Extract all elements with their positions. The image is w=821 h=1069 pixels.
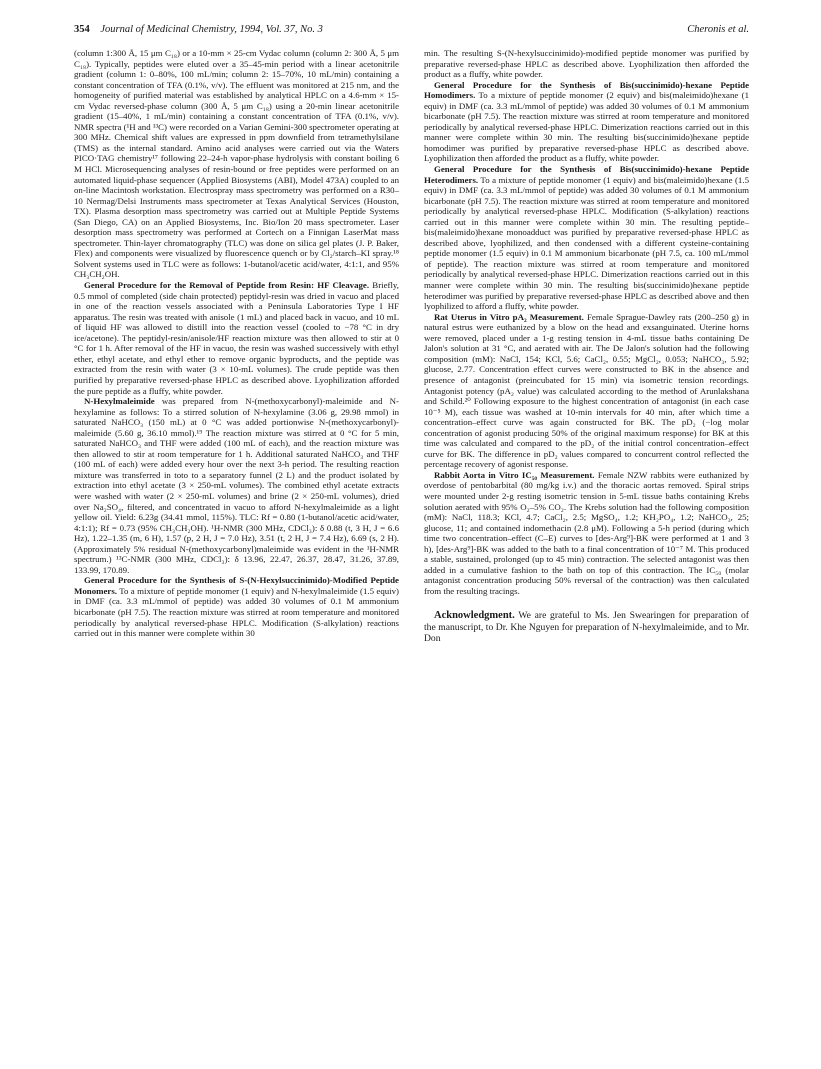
monomer-synthesis-heading: General Procedure for the Synthesis of S-(N-Hexylsuccinimido)-Modified Peptide Monomers. (74, 575, 399, 596)
right-paragraph-5 (424, 470, 749, 597)
right-paragraph-3 (424, 164, 749, 312)
heterodimer-heading: General Procedure for the Synthesis of Bis(succinimido)-hexane Peptide Heterodimers. (424, 164, 749, 185)
homodimer-heading: General Procedure for the Synthesis of Bis(succinimido)-hexane Peptide Homodimers. (424, 79, 749, 101)
hexylmaleimide-text: was prepared from N-(methoxycarbonyl)-maleimide and N-hexylamine as follows: To a stirred solution of N-hexylamine (3.06 g, 29.98 mmol) in saturated NaHCO₃ (150 mL) at 0 °C was added portionwise N-(methoxycarbonyl)-maleimide (5.60 g, 36.10 mmol).¹⁹ The reaction mixture was stirred at 0 °C for 5 min, saturated NaHCO₃ and THF were added (100 mL of each), and the reaction mixture was then allowed to stir at room temperature for 1 h. Additional saturated NaHCO₃ and THF (100 mL of each) were added every hour over the next 3-h period. The resulting reaction mixture was transferred in toto to a separatory funnel (2 L) and the product isolated by extraction into ethyl acetate (3 × 250-mL volumes). The combined ethyl acetate extracts were washed with water (2 × 250-mL volumes) and brine (2 × 250-mL volumes), dried over Na₂SO₄, filtered, and concentrated in vacuo to afford N-hexylmaleimide as a light yellow oil. Yield: 6.23g (34.41 mmol, 115%). TLC: Rf = 0.80 (1-butanol/acetic acid/water, 4:1:1); Rf = 0.73 (95% CH₃CH₂OH). ¹H-NMR (300 MHz, CDCl₃): δ 0.88 (t, 3 H, J = 6.6 Hz), 1.22–1.35 (m, 6 H), 1.57 (p, 2 H, J = 7.0 Hz), 3.51 (t, 2 H, J = 7.4 Hz), 6.69 (s, 2 H). (Approximately 5% residual N-(methoxycarbonyl)maleimide was evident in the ¹H-NMR spectrum.) ¹³C-NMR (300 MHz, CDCl₃): δ 13.96, 22.47, 26.37, 28.47, 31.26, 37.89, 133.99, 170.89. (74, 396, 399, 575)
rat-uterus-heading: Rat Uterus in Vitro pA₂ Measurement. (434, 311, 584, 322)
rat-uterus-text: Female Sprague-Dawley rats (200–250 g) in natural estrus were euthanized by a blow on the head and exsanguinated. Uterine horns were removed, placed under a 1-g resting tension in 4-mL tissue baths containing De Jalon's solution at 31 °C, and aerated with air. The De Jalon's solution had the following composition (mM): NaCl, 154; KCl, 5.6; CaCl₂, 0.55; MgCl₂, 0.053; NaHCO₃, 5.92; glucose, 2.77. Concentration effect curves were constructed to BK in the absence and presence of antagonist (preincubated for 15 min) via isometric tension recordings. Antagonist potency (pA₂ value) was calculated according to the method of Arunlakshana and Schild.²⁰ Following exposure to the highest concentration of antagonist (in each case 10⁻⁵ M), each tissue was washed at 10-min intervals for 40 min, after which time a concentration–effect curve was again constructed for BK. The pD₂ (−log molar concentration of agonist producing 50% of the original maximum response) for BK at this time was calculated and compared to the pD₂ of the initial control concentration–effect curve for BK. The difference in pD₂ values compared to concurrent control reflected the percentage recovery of agonist response. (424, 311, 749, 470)
left-paragraph-2 (74, 280, 399, 396)
right-paragraph-4 (424, 312, 749, 470)
right-column (424, 48, 749, 645)
right-paragraph-1: min. The resulting S-(N-hexylsuccinimido)-modified peptide monomer was purified by preparative reversed-phase HPLC as described above. Lyophilization then afforded the product as a fluffy, white powder. (424, 48, 749, 80)
monomer-synthesis-text: To a mixture of peptide monomer (1 equiv) and N-hexylmaleimide (1.5 equiv) in DMF (ca. 3.3 mL/mmol of peptide) was added 30 volumes of 0.1 M ammonium bicarbonate (pH 7.5). The reaction mixture was stirred at room temperature and monitored periodically by analytical reversed-phase HPLC. Modification (S-alkylation) reactions carried out in this manner were complete within 30 (74, 585, 399, 639)
homodimer-text: To a mixture of peptide monomer (2 equiv) and bis(maleimido)hexane (1 equiv) in DMF (ca. 3.3 mL/mmol of peptide) was added 30 volumes of 0.1 M ammonium bicarbonate (pH 7.5). The reaction mixture was stirred at room temperature and monitored periodically by analytical reversed-phase HPLC. Dimerization reactions carried out in this manner were complete within 30 min. The resulting bis(succinimido)hexane peptide homodimer was purified by preparative reversed-phase HPLC as described above. Lyophilization then afforded the product as a fluffy, white powder. (424, 90, 749, 164)
hf-cleavage-heading: General Procedure for the Removal of Peptide from Resin: HF Cleavage. (84, 280, 370, 291)
left-paragraph-1: (column 1:300 Å, 15 μm C₁₈) or a 10-mm × 25-cm Vydac column (column 2: 300 Å, 5 μm C₁₈). Typically, peptides were eluted over a 35–45-min period with a linear acetonitrile gradient (column 1: 0–80%, 100 mL/min; column 2: 15–70%, 10 mL/min) containing a constant concentration of TFA (0.1%, v/v). The effluent was monitored at 215 nm, and the homogeneity of purified material was established by analytical HPLC on a 4.6-mm × 15-cm Vydac reversed-phase column (300 Å, 5 μm C₁₈) using a 20-min linear acetonitrile gradient (15–40%, 1 mL/min) containing a constant concentration of TFA (0.1%, v/v). NMR spectra (¹H and ¹³C) were recorded on a Varian Gemini-300 spectrometer operating at 300 MHz. Chemical shift values are expressed in ppm downfield from tetramethylsilane (TMS) as the internal standard. Amino acid analyses were carried out via the Waters PICO·TAG chemistry¹⁷ following 22–24-h vapor-phase hydrolysis with constant boiling 6 M HCl. Microsequencing analyses of resin-bound or free peptides were performed on an automated liquid-phase sequencer (Applied Biosystems (ABI), Model 473A) coupled to an on-line Macintosh workstation. Electrospray mass spectrometry was performed on a R30–10 Nermag/Delsi Instruments mass spectrometer at Texas Analytical Services (Houston, TX). Plasma desorption mass spectrometry was carried out at Multiple Peptide Systems (San Diego, CA) on an Applied Biosystems, Inc. Bio/Ion 20 mass spectrometer. Laser desorption mass spectrometry was performed at Cortech on a Finnigan LaserMat mass spectrometer. Thin-layer chromatography (TLC) was done on silica gel plates (J. P. Baker, Flex) and components were visualized by fluorescence quench or by Cl₂/starch–KI spray.¹⁸ Solvent systems used in TLC were as follows: 1-butanol/acetic acid/water, 4:1:1, and 95% CH₃CH₂OH. (74, 48, 399, 280)
rabbit-aorta-text: Female NZW rabbits were euthanized by overdose of pentobarbital (80 mg/kg i.v.) and the thoracic aortas removed. Spiral strips were mounted under 2-g resting isometric tension in 5-mL tissue baths containing Krebs solution aerated with 95% O₂–5% CO₂. The Krebs solution had the following composition (mM): NaCl, 118.3; KCl, 4.7; CaCl₂, 2.5; MgSO₄, 1.2; KH₂PO₄, 1.2; NaHCO₃, 25; glucose, 11; and contained indomethacin (2.8 μM). Following a 5-h period (during which time two concentration–effect (C–E) curves to [des-Arg⁹]-BK were performed at 1 and 3 h), [des-Arg⁹]-BK was added to the bath to a final concentration of 10⁻⁷ M. This produced a stable, sustained, prolonged (up to 45 min) contraction. The selected antagonist was then added in a cumulative fashion to the bath on top of this contraction. The IC₅₀ (molar antagonist concentration producing 50% reversal of the contraction) was then calculated from the resulting tracings. (424, 469, 750, 596)
acknowledgment (424, 610, 749, 644)
right-paragraph-2 (424, 80, 749, 164)
hexylmaleimide-heading: N-Hexylmaleimide (84, 396, 155, 407)
left-paragraph-4 (74, 575, 399, 638)
acknowledgment-heading: Acknowledgment. (434, 610, 515, 622)
acknowledgment-text: We are grateful to Ms. Jen Swearingen for preparation of the manuscript, to Dr. Khe Nguyen for preparation of N-hexylmaleimide, and to Mr. Don (424, 610, 749, 645)
header-left (74, 24, 323, 35)
hf-cleavage-text: Briefly, 0.5 mmol of completed (side chain protected) peptidyl-resin was dried in vacuo and placed in one of the reaction vessels associated with a Peninsula Laboratories Type I HF apparatus. The resin was treated with anisole (1 mL) and placed back in vacuo, and 10 mL of liquid HF was allowed to distill into the reaction vessel (cooled to −78 °C in dry ice/acetone). The peptidyl-resin/anisole/HF reaction mixture was then allowed to stir at 0 °C for 1 h. After removal of the HF in vacuo, the resin was washed successively with ethyl ether, ethyl acetate, and ethyl ether to remove organic byproducts, and the peptide was extracted from the resin with water (3 × 10-mL volumes). The crude peptide was then purified by preparative reversed-phase HPLC as described above. Lyophilization afforded the pure peptide as a fluffy, white powder. (74, 280, 399, 396)
left-paragraph-3 (74, 396, 399, 575)
left-column (74, 48, 399, 639)
running-header (74, 24, 749, 35)
rabbit-aorta-heading: Rabbit Aorta in Vitro IC₅₀ Measurement. (434, 469, 595, 480)
heterodimer-text: To a mixture of peptide monomer (1 equiv) and bis(maleimido)hexane (1.5 equiv) in DMF (ca. 3.3 mL/mmol of peptide) was added 30 volumes of 0.1 M ammonium bicarbonate (pH 7.5). The reaction mixture was stirred at room temperature and monitored periodically by analytical reversed-phase HPLC. Modification (S-alkylation) reactions carried out in this manner were complete within 30 min. The resulting peptide–bis(maleimido)hexane monoadduct was purified by preparative reversed-phase HPLC as described above, lyophilized, and then condensed with a different cysteine-containing peptide monomer (1.5 equiv) in 0.1 M ammonium bicarbonate (pH 7.5, ca. 100 mL/mmol of peptide). The reaction mixture was stirred at room temperature and monitored periodically by analytical reversed-phase HPLC. Dimerization reactions carried out in this manner were complete within 30 min. The resulting bis(succinimido)hexane peptide heterodimer was purified by preparative reversed-phase HPLC as described above and then lyophilized to afford a fluffy, white powder. (424, 174, 749, 312)
page-number: 354 (74, 24, 90, 35)
running-authors: Cheronis et al. (687, 24, 749, 35)
journal-citation: Journal of Medicinal Chemistry, 1994, Vol. 37, No. 3 (100, 24, 323, 35)
